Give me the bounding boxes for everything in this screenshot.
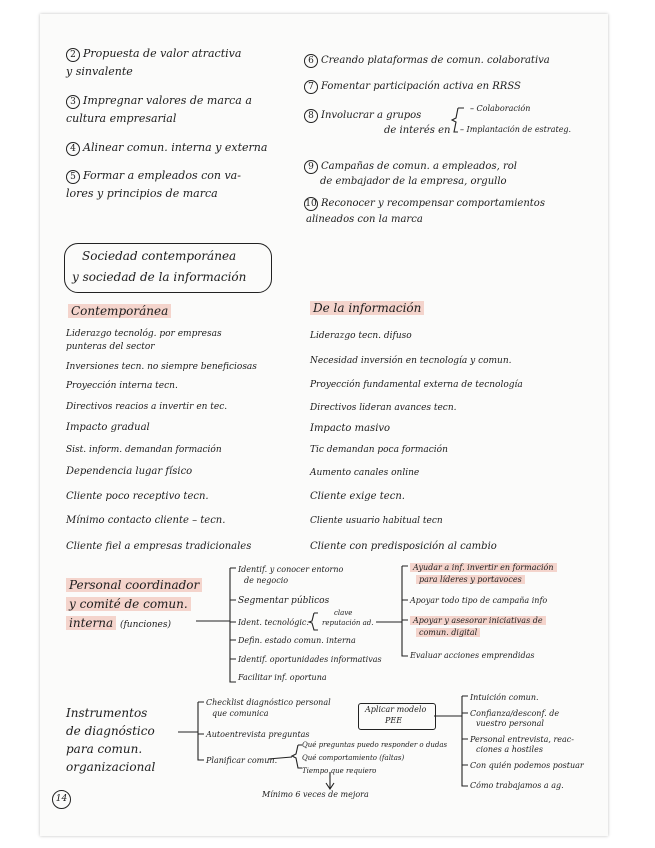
number-badge: 10 xyxy=(305,199,317,209)
number-badge: 6 xyxy=(304,54,318,68)
section-title-line-1: Sociedad contemporánea xyxy=(82,249,237,263)
row-right: Liderazgo tecn. difuso xyxy=(310,331,412,341)
row-right: Cliente usuario habitual tecn xyxy=(310,516,443,526)
personal-title-2: y comité de comun. xyxy=(66,598,191,610)
instrumentos-bracket xyxy=(198,702,204,760)
personal-mid-item: Segmentar públicos xyxy=(238,596,330,606)
item-9-cont: de embajador de la empresa, orgullo xyxy=(320,176,507,187)
instrumentos-right-item: Cómo trabajamos a ag. xyxy=(470,781,564,790)
planificar-connector xyxy=(268,757,292,759)
instrumentos-right-item: Con quién podemos postuar xyxy=(470,761,584,770)
personal-title-note: (funciones) xyxy=(119,620,171,630)
row-right: Tic demandan poca formación xyxy=(310,445,448,455)
item-text: Propuesta de valor atractiva xyxy=(83,47,242,60)
row-right: Cliente exige tecn. xyxy=(310,491,405,502)
item-5-cont: lores y principios de marca xyxy=(66,187,218,200)
instrumentos-title-2: de diagnóstico xyxy=(66,724,155,738)
aplicar-modelo-line-1: Aplicar modelo xyxy=(365,705,427,714)
row-left: Directivos reacios a invertir en tec. xyxy=(66,402,228,412)
item-text: Reconocer y recompensar comportamientos xyxy=(321,198,545,209)
instrumentos-right-bracket xyxy=(462,696,468,786)
personal-mid-branch-1: clave xyxy=(334,609,353,617)
personal-title-1: Personal coordinador xyxy=(66,579,202,591)
row-right: Aumento canales online xyxy=(310,468,420,478)
plan-branch: Qué comportamiento (faltas) xyxy=(302,754,405,762)
row-left: Cliente poco receptivo tecn. xyxy=(66,491,209,502)
tecnologic-brace xyxy=(309,613,318,630)
item-2-cont: y sinvalente xyxy=(66,65,133,78)
number-badge: 4 xyxy=(66,142,80,156)
row-right: Necesidad inversión en tecnología y comun. xyxy=(310,356,512,366)
instrumentos-right-item-cont: vuestro personal xyxy=(476,719,544,728)
item-10-cont: alineados con la marca xyxy=(306,214,423,225)
number-badge: 3 xyxy=(66,95,80,109)
instrumentos-bottom-note: Mínimo 6 veces de mejora xyxy=(262,790,369,799)
number-badge: 8 xyxy=(304,109,318,123)
personal-right-bracket xyxy=(402,566,408,656)
down-arrow xyxy=(326,772,334,789)
personal-mid-item: Ident. tecnológic. xyxy=(238,618,309,627)
row-right: Directivos lideran avances tecn. xyxy=(310,403,457,413)
personal-mid-item: Identif. y conocer entorno xyxy=(238,565,344,574)
instrumentos-mid-item-cont: que comunica xyxy=(212,709,269,718)
personal-mid-branch-2: reputación ad. xyxy=(322,619,374,627)
item-text: Formar a empleados con va- xyxy=(83,169,241,182)
item-text: Campañas de comun. a empleados, rol xyxy=(321,161,517,172)
row-right: Impacto masivo xyxy=(310,423,391,434)
item-text: Creando plataformas de comun. colaborativa xyxy=(321,55,550,66)
item-8-branch-1: – Colaboración xyxy=(470,104,531,113)
column-heading-right: De la información xyxy=(310,302,424,314)
personal-right-item: Apoyar todo tipo de campaña info xyxy=(410,596,548,605)
personal-right-item: Apoyar y asesorar iniciativas de xyxy=(410,617,546,625)
item-text: Involucrar a grupos xyxy=(321,110,422,121)
item-text: Alinear comun. interna y externa xyxy=(83,141,268,154)
instrumentos-right-item: Intuición comun. xyxy=(470,693,539,702)
section-title-line-2: y sociedad de la información xyxy=(72,270,247,284)
personal-mid-item-cont: de negocio xyxy=(244,576,289,585)
personal-mid-ticks xyxy=(230,600,236,659)
instrumentos-mid-item: Checklist diagnóstico personal xyxy=(206,698,331,707)
instrumentos-title-4: organizacional xyxy=(66,760,156,774)
instrumentos-right-item: Personal entrevista, reac- xyxy=(470,735,574,744)
aplicar-modelo-line-2: PEE xyxy=(385,716,403,725)
personal-right-item-cont: para líderes y portavoces xyxy=(416,576,525,584)
row-left: Sist. inform. demandan formación xyxy=(66,445,222,455)
instrumentos-title-3: para comun. xyxy=(66,742,143,756)
page-number: 14 xyxy=(52,790,71,809)
personal-left-bracket xyxy=(230,568,236,682)
personal-title-3: interna (funciones) xyxy=(66,617,171,630)
number-badge: 5 xyxy=(66,170,80,184)
plan-branch: Qué preguntas puedo responder o dudas xyxy=(302,741,448,749)
row-left: Inversiones tecn. no siempre beneficiosas xyxy=(66,362,257,372)
item-8-branch-2: – Implantación de estrateg. xyxy=(460,125,572,134)
item-8-cont: de interés en xyxy=(384,125,451,136)
item-text: Impregnar valores de marca a xyxy=(83,94,252,107)
personal-mid-item: Defin. estado comun. interna xyxy=(238,636,356,645)
instrumentos-right-item: Confianza/desconf. de xyxy=(470,709,560,718)
number-badge: 2 xyxy=(66,48,80,62)
personal-right-item: Ayudar a inf. invertir en formación xyxy=(410,564,557,572)
personal-mid-item: Identif. oportunidades informativas xyxy=(238,655,382,664)
right-ticks xyxy=(462,713,468,765)
row-left: Mínimo contacto cliente – tecn. xyxy=(66,515,226,526)
row-left: Liderazgo tecnológ. por empresas xyxy=(66,329,222,339)
row-left: Impacto gradual xyxy=(66,422,150,433)
number-badge: 9 xyxy=(304,160,318,174)
row-right: Proyección fundamental externa de tecnología xyxy=(310,380,523,390)
row-left-cont: punteras del sector xyxy=(66,342,155,352)
personal-right-item: Evaluar acciones emprendidas xyxy=(410,651,535,660)
column-heading-left: Contemporánea xyxy=(68,305,171,317)
item-3-cont: cultura empresarial xyxy=(66,112,177,125)
row-left: Cliente fiel a empresas tradicionales xyxy=(66,541,252,552)
instrumentos-connector xyxy=(178,732,204,734)
instrumentos-title-1: Instrumentos xyxy=(66,706,148,720)
instrumentos-mid-item: Autoentrevista preguntas xyxy=(206,730,310,739)
personal-mid-item: Facilitar inf. oportuna xyxy=(238,673,327,682)
instrumentos-right-item-cont: ciones a hostiles xyxy=(476,745,543,754)
row-left: Dependencia lugar físico xyxy=(66,466,193,477)
personal-right-item-cont: comun. digital xyxy=(416,629,480,637)
row-left: Proyección interna tecn. xyxy=(66,381,178,391)
item-text: Fomentar participación activa en RRSS xyxy=(321,81,521,92)
planificar-brace xyxy=(292,745,302,768)
number-badge: 7 xyxy=(304,80,318,94)
row-right: Cliente con predisposición al cambio xyxy=(310,541,497,552)
item-8-brace xyxy=(452,108,464,132)
plan-branch: Tiempo que requiero xyxy=(302,767,377,775)
instrumentos-mid-item: Planificar comun. xyxy=(206,756,278,765)
personal-right-ticks xyxy=(402,600,408,620)
